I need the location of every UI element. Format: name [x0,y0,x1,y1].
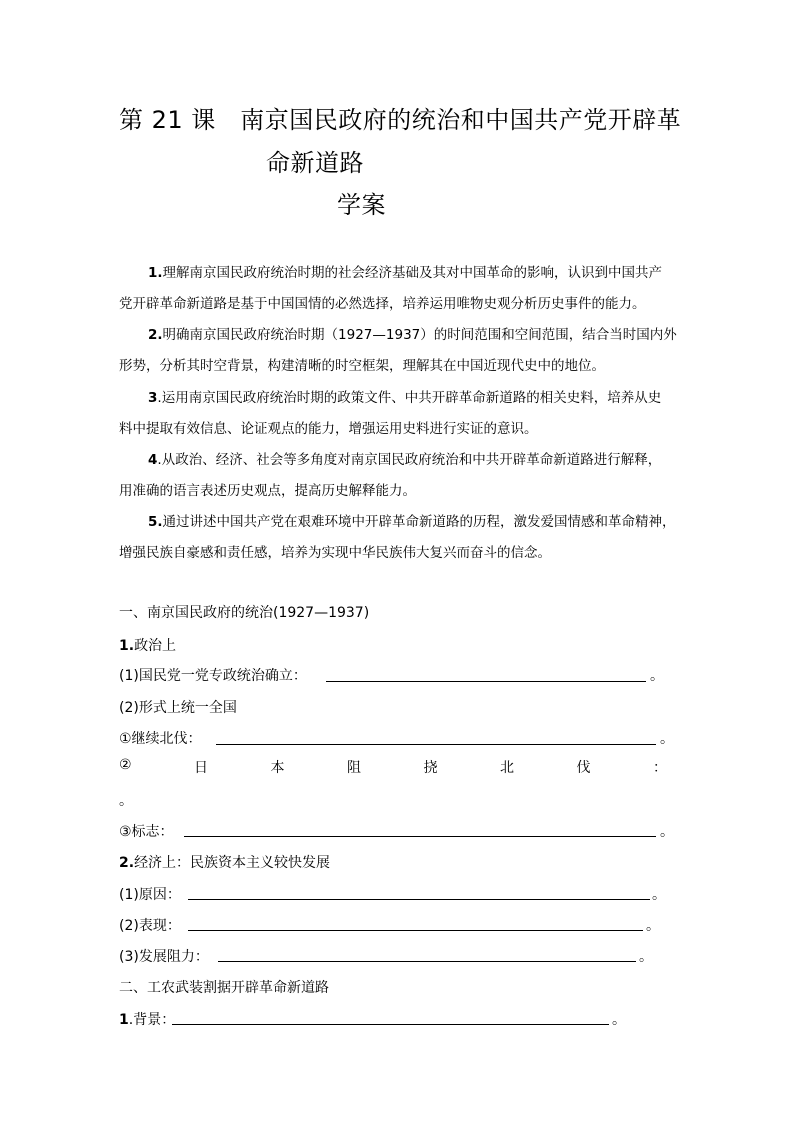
objective-5-line-2: 增强民族自豪感和责任感，培养为实现中华民族伟大复兴而奋斗的信念。 [119,545,551,561]
answer-blank-cause[interactable] [188,899,650,900]
answer-blank-party-rule[interactable] [326,681,646,682]
char: 伐 [576,760,591,776]
objective-3-line-1: 3.运用南京国民政府统治时期的政策文件、中共开辟革命新道路的相关史料，培养从史 [148,390,662,406]
answer-blank-obstacle[interactable] [218,961,636,962]
item-japan-obstruct-label [119,757,667,777]
char: 阻 [347,760,362,776]
blank-end-mark: 。 [652,887,666,903]
objective-1-line-2: 党开辟革命新道路是基于中国国情的必然选择，培养运用唯物史观分析历史事件的能力。 [119,296,646,312]
item-northern-expedition-label: ①继续北伐： [119,731,202,747]
blank-end-mark: 。 [660,824,674,840]
item-party-rule-label: (1)国民党一党专政统治确立： [119,668,307,684]
item-unification-label: (2)形式上统一全国 [119,700,237,716]
blank-end-mark: 。 [639,949,653,965]
blank-end-mark: 。 [119,793,133,809]
char: 本 [270,760,285,776]
answer-blank-symbol[interactable] [184,836,656,837]
char: 北 [499,760,514,776]
blank-end-mark: 。 [660,731,674,747]
subsection-economy: 2.经济上：民族资本主义较快发展 [119,855,331,871]
item-symbol-label: ③标志： [119,824,174,840]
answer-blank-manifestation[interactable] [188,930,643,931]
item-cause-label: (1)原因： [119,887,181,903]
char: 日 [194,760,209,776]
objective-4-line-2: 用准确的语言表述历史观点，提高历史解释能力。 [119,483,416,499]
objective-5-line-1: 5.通过讲述中国共产党在艰难环境中开辟革命新道路的历程，激发爱国情感和革命精神， [148,514,676,530]
item-background-label: 1.背景： [119,1012,176,1028]
answer-blank-background[interactable] [172,1024,609,1025]
objective-2-line-1: 2.明确南京国民政府统治时期（1927—1937）的时间范围和空间范围，结合当时国内外 [148,327,677,343]
subsection-politics: 1.政治上 [119,638,177,654]
page-subtitle: 学案 [337,191,386,219]
page-title-line-2: 命新道路 [266,149,364,177]
section-1-heading: 一、南京国民政府的统治(1927—1937) [119,605,370,621]
objective-2-line-2: 形势，分析其时空背景，构建清晰的时空框架，理解其在中国近现代史中的地位。 [119,358,605,374]
answer-blank-northern-expedition[interactable] [216,744,656,745]
char: ： [652,760,667,776]
page-title-line-1: 第 21 课 南京国民政府的统治和中国共产党开辟革 [119,106,682,134]
objective-1-line-1: 1.理解南京国民政府统治时期的社会经济基础及其对中国革命的影响，认识到中国共产 [148,265,663,281]
section-2-heading: 二、工农武装割据开辟革命新道路 [119,980,329,996]
objective-4-line-1: 4.从政治、经济、社会等多角度对南京国民政府统治和中共开辟革命新道路进行解释， [148,452,662,468]
char: 挠 [423,760,438,776]
objective-3-line-2: 料中提取有效信息、论证观点的能力，增强运用史料进行实证的意识。 [119,421,538,437]
char: ② [119,757,132,773]
blank-end-mark: 。 [650,668,664,684]
item-manifestation-label: (2)表现： [119,918,181,934]
blank-end-mark: 。 [612,1012,626,1028]
item-obstacle-label: (3)发展阻力： [119,949,209,965]
blank-end-mark: 。 [646,918,660,934]
